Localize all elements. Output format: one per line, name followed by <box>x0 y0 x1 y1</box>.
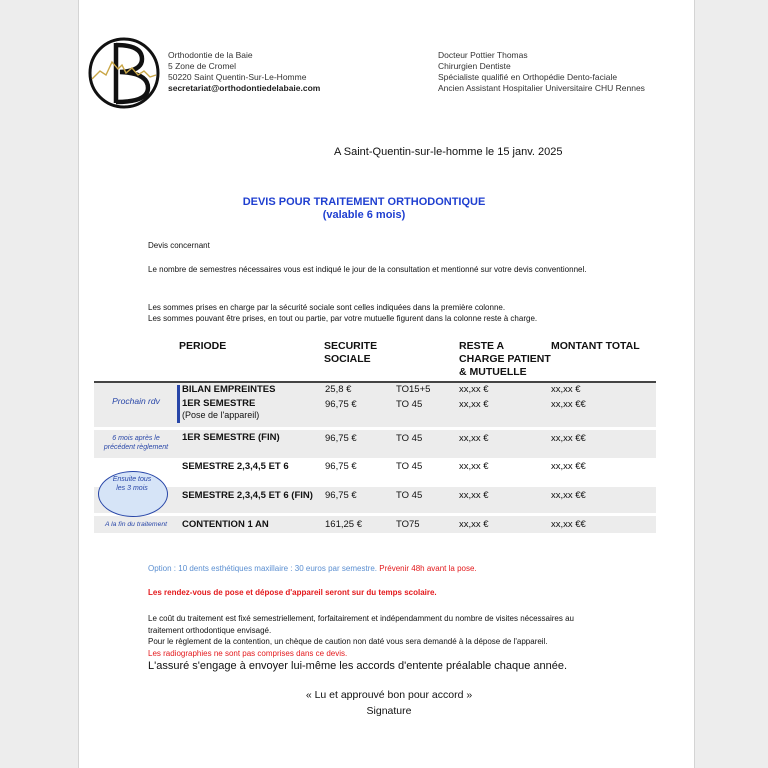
row-secu: 96,75 € <box>325 490 357 501</box>
rdv-note: Les rendez-vous de pose et dépose d'appareil seront sur du temps scolaire. <box>148 588 437 597</box>
option-note <box>148 563 618 575</box>
row-reste: xx,xx € <box>459 433 489 444</box>
signature-label: Signature <box>366 705 412 717</box>
doctor-title: Chirurgien Dentiste <box>438 61 511 71</box>
col-header-total: MONTANT TOTAL <box>551 340 640 352</box>
row-code: TO 45 <box>396 433 423 444</box>
practice-name: Orthodontie de la Baie <box>168 50 253 60</box>
option-warning: Prévenir 48h avant la pose. <box>379 564 477 573</box>
row-periode: CONTENTION 1 AN <box>182 519 269 530</box>
row-periode: BILAN EMPREINTES <box>182 384 276 395</box>
side-label-next: Prochain rdv <box>112 396 160 406</box>
row-code: TO 45 <box>396 490 423 501</box>
assure-note: L'assuré s'engage à envoyer lui-même les accords d'entente préalable chaque année. <box>148 660 568 672</box>
row-periode: SEMESTRE 2,3,4,5 ET 6 (FIN) <box>182 490 313 501</box>
place-date: A Saint-Quentin-sur-le-homme le 15 janv. 2025 <box>334 146 563 158</box>
document-title <box>119 196 609 222</box>
row-code: TO 45 <box>396 461 423 472</box>
row-reste: xx,xx € <box>459 384 489 395</box>
intro-paragraph: Le nombre de semestres nécessaires vous est indiqué le jour de la consultation et mentionné sur votre devis conventionnel. <box>148 265 587 274</box>
option-text: Option : 10 dents esthétiques maxillaire : 30 euros par semestre. <box>148 564 378 573</box>
document-page <box>78 0 695 768</box>
approval-text: « Lu et approuvé bon pour accord » <box>305 689 473 701</box>
row-periode: SEMESTRE 2,3,4,5 ET 6 <box>182 461 289 472</box>
row-reste: xx,xx € <box>459 399 489 410</box>
row-secu: 96,75 € <box>325 399 357 410</box>
row-total: xx,xx €€ <box>551 490 586 501</box>
side-label-end: A la fin du traitement <box>104 521 168 528</box>
row-reste: xx,xx € <box>459 490 489 501</box>
devis-concernant: Devis concernant <box>148 241 210 250</box>
doctor-block <box>438 50 645 94</box>
intro-paragraph: Les sommes prises en charge par la sécurité sociale sont celles indiquées dans la première colonne. <box>148 303 506 312</box>
intro-paragraph: Les sommes pouvant être prises, en tout ou partie, par votre mutuelle figurent dans la colonne reste à charge. <box>148 314 538 323</box>
row-total: xx,xx €€ <box>551 399 586 410</box>
doctor-title: Ancien Assistant Hospitalier Universitaire CHU Rennes <box>438 83 645 93</box>
contention-note: Pour le règlement de la contention, un chèque de caution non daté vous sera demandé à la dépose de l'appareil. <box>148 637 548 646</box>
row-reste: xx,xx € <box>459 519 489 530</box>
title-validity: (valable 6 mois) <box>322 209 406 221</box>
row-secu: 25,8 € <box>325 384 352 395</box>
row-total: xx,xx €€ <box>551 433 586 444</box>
row-code: TO75 <box>396 519 420 530</box>
row-total: xx,xx €€ <box>551 519 586 530</box>
row-reste: xx,xx € <box>459 461 489 472</box>
practice-logo <box>86 35 162 111</box>
radio-note: Les radiographies ne sont pas comprises dans ce devis. <box>148 649 348 658</box>
row-total: xx,xx €€ <box>551 461 586 472</box>
row-total: xx,xx € <box>551 384 581 395</box>
col-header-periode: PERIODE <box>179 340 227 352</box>
address-line: 50220 Saint Quentin-Sur-Le-Homme <box>168 72 307 82</box>
title-main: DEVIS POUR TRAITEMENT ORTHODONTIQUE <box>242 196 486 208</box>
row-secu: 96,75 € <box>325 461 357 472</box>
cost-note: Le coût du traitement est fixé semestriellement, forfaitairement et indépendamment du nombre de visites nécessaires au traitement orthodontique envisagé. <box>148 614 574 635</box>
row-periode: 1ER SEMESTRE <box>182 398 256 409</box>
bracket-bar <box>177 385 180 423</box>
practice-address <box>168 50 320 94</box>
row-code: TO 45 <box>396 399 423 410</box>
doctor-title: Spécialiste qualifié en Orthopédie Dento-faciale <box>438 72 618 82</box>
side-label-every3: Ensuite tous les 3 mois <box>112 476 152 492</box>
row-secu: 161,25 € <box>325 519 362 530</box>
row-secu: 96,75 € <box>325 433 357 444</box>
col-header-secu: SECURITE SOCIALE <box>324 340 378 365</box>
row-periode-note: (Pose de l'appareil) <box>182 410 260 420</box>
row-code: TO15+5 <box>396 384 431 395</box>
doctor-name: Docteur Pottier Thomas <box>438 50 528 60</box>
address-line: 5 Zone de Cromel <box>168 61 237 71</box>
email-link[interactable]: secretariat@orthodontiedelabaie.com <box>168 83 321 93</box>
row-periode: 1ER SEMESTRE (FIN) <box>182 432 280 443</box>
col-header-reste: RESTE A CHARGE PATIENT & MUTUELLE <box>459 340 551 378</box>
side-label-six-months: 6 mois après le précédent règlement <box>103 435 169 451</box>
